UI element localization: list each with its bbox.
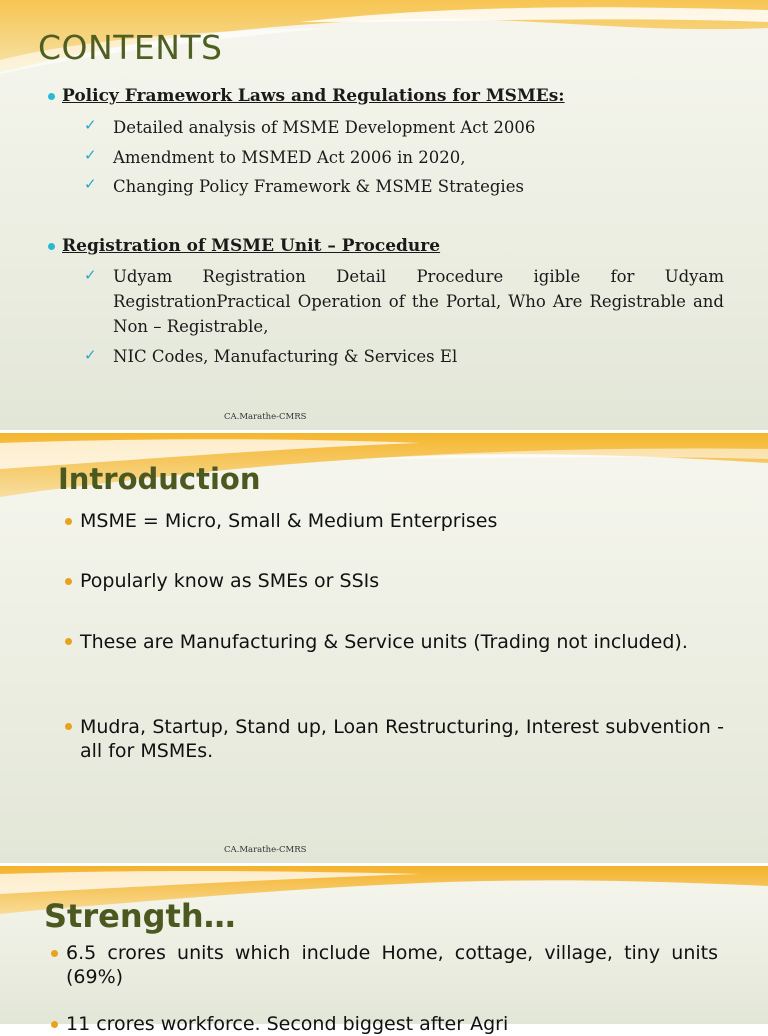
checkmark-icon: ✓ <box>84 146 97 164</box>
checkmark-icon: ✓ <box>84 346 97 364</box>
bullet-dot-icon <box>65 578 72 585</box>
checkmark-icon: ✓ <box>84 266 97 284</box>
list-item: Amendment to MSMED Act 2006 in 2020, <box>113 148 466 167</box>
section-heading-policy: Policy Framework Laws and Regulations for MSMEs: <box>62 86 565 106</box>
bullet-dot-icon <box>48 93 55 100</box>
intro-bullet: Mudra, Startup, Stand up, Loan Restructuring, Interest subvention - all for MSMEs. <box>80 716 724 762</box>
bullet-dot-icon <box>65 638 72 645</box>
intro-bullet: Popularly know as SMEs or SSIs <box>80 570 380 592</box>
intro-bullet: MSME = Micro, Small & Medium Enterprises <box>80 510 498 532</box>
intro-bullet: These are Manufacturing & Service units (Trading not included). <box>80 631 688 653</box>
checkmark-icon: ✓ <box>84 116 97 134</box>
bullet-dot-icon <box>65 518 72 525</box>
list-item: Detailed analysis of MSME Development Act 2006 <box>113 118 536 137</box>
bullet-dot-icon <box>48 243 55 250</box>
list-item: Changing Policy Framework & MSME Strategies <box>113 177 524 196</box>
strength-bullet: 11 crores workforce. Second biggest after Agri <box>66 1013 509 1035</box>
slide-title: Introduction <box>58 462 261 496</box>
checkmark-icon: ✓ <box>84 175 97 193</box>
slide-title: Strength… <box>44 897 236 935</box>
section-heading-registration: Registration of MSME Unit – Procedure <box>62 236 441 256</box>
slide-footer: CA.Marathe-CMRS <box>224 412 307 422</box>
slide-title: CONTENTS <box>38 28 223 67</box>
strength-bullet: 6.5 crores units which include Home, cottage, village, tiny units (69%) <box>66 942 718 988</box>
bullet-dot-icon <box>65 723 72 730</box>
bullet-dot-icon <box>51 950 58 957</box>
list-item: NIC Codes, Manufacturing & Services El <box>113 347 458 366</box>
list-item: Udyam Registration Detail Procedure igible for Udyam RegistrationPractical Operation of the Portal, Who Are Registrable and Non – Registrable, <box>113 267 724 336</box>
slide-footer: CA.Marathe-CMRS <box>224 845 307 855</box>
bullet-dot-icon <box>51 1021 58 1028</box>
slide-contents <box>0 0 768 430</box>
